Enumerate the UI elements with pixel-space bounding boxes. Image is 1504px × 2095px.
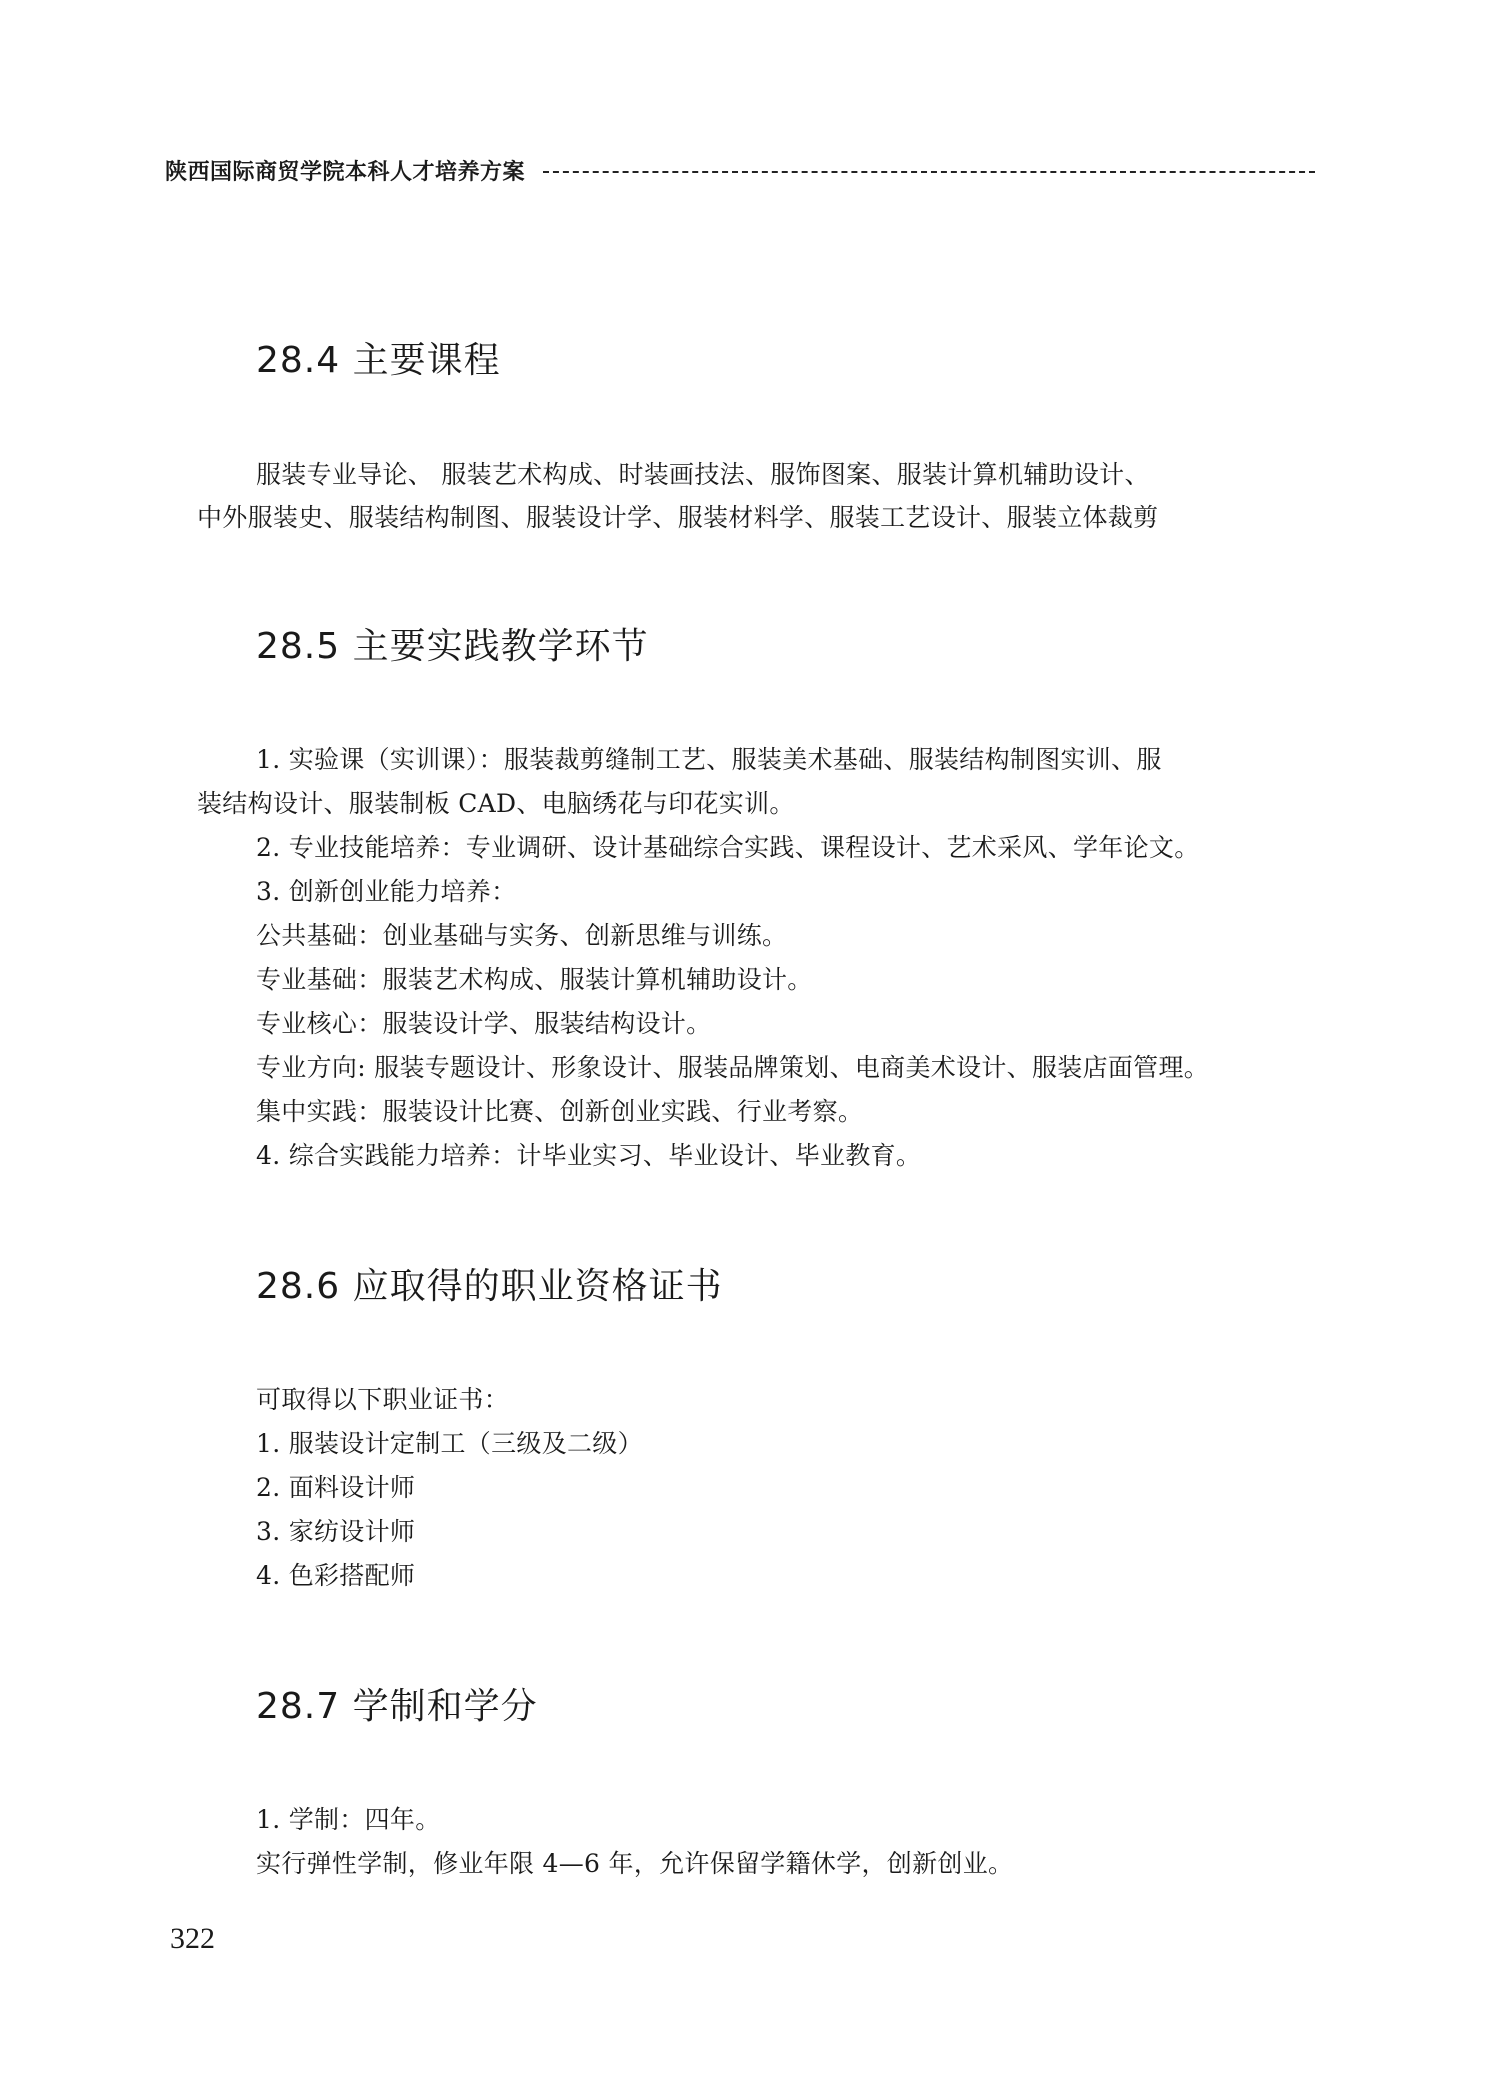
- course-list-line-1: 服装专业导论、 服装艺术构成、时装画技法、服饰图案、服装计算机辅助设计、: [256, 460, 1150, 489]
- practice-line-8: 专业方向: 服装专题设计、形象设计、服装品牌策划、电商美术设计、服装店面管理。: [256, 1053, 1210, 1082]
- practice-line-5: 公共基础：创业基础与实务、创新思维与训练。: [256, 921, 788, 950]
- certificate-item-2: 2. 面料设计师: [256, 1473, 416, 1502]
- practice-line-3: 2. 专业技能培养：专业调研、设计基础综合实践、课程设计、艺术采风、学年论文。: [256, 833, 1200, 862]
- header-dashed-rule: [543, 171, 1315, 173]
- duration-line-1: 1. 学制：四年。: [256, 1805, 441, 1834]
- certificate-item-3: 3. 家纺设计师: [256, 1517, 416, 1546]
- practice-line-10: 4. 综合实践能力培养：计毕业实习、毕业设计、毕业教育。: [256, 1141, 922, 1170]
- section-heading-28-6: 28.6 应取得的职业资格证书: [256, 1266, 723, 1307]
- duration-line-2: 实行弹性学制，修业年限 4—6 年，允许保留学籍休学，创新创业。: [256, 1849, 1014, 1878]
- practice-line-2: 装结构设计、服装制板 CAD、电脑绣花与印花实训。: [197, 789, 795, 818]
- page-number: 322: [170, 1922, 215, 1955]
- running-header-title: 陕西国际商贸学院本科人才培养方案: [165, 159, 526, 185]
- course-list-line-2: 中外服装史、服装结构制图、服装设计学、服装材料学、服装工艺设计、服装立体裁剪: [197, 503, 1159, 532]
- practice-line-9: 集中实践：服装设计比赛、创新创业实践、行业考察。: [256, 1097, 864, 1126]
- section-heading-28-5: 28.5 主要实践教学环节: [256, 626, 649, 667]
- practice-line-1: 1. 实验课（实训课）：服装裁剪缝制工艺、服装美术基础、服装结构制图实训、服: [256, 745, 1162, 774]
- running-header: [165, 152, 1315, 188]
- practice-line-7: 专业核心：服装设计学、服装结构设计。: [256, 1009, 712, 1038]
- certificate-item-1: 1. 服装设计定制工（三级及二级）: [256, 1429, 643, 1458]
- certificate-item-4: 4. 色彩搭配师: [256, 1561, 416, 1590]
- practice-line-4: 3. 创新创业能力培养：: [256, 877, 517, 906]
- practice-line-6: 专业基础：服装艺术构成、服装计算机辅助设计。: [256, 965, 813, 994]
- section-heading-28-4: 28.4 主要课程: [256, 340, 501, 381]
- section-heading-28-7: 28.7 学制和学分: [256, 1686, 538, 1727]
- certificate-intro: 可取得以下职业证书：: [256, 1385, 510, 1414]
